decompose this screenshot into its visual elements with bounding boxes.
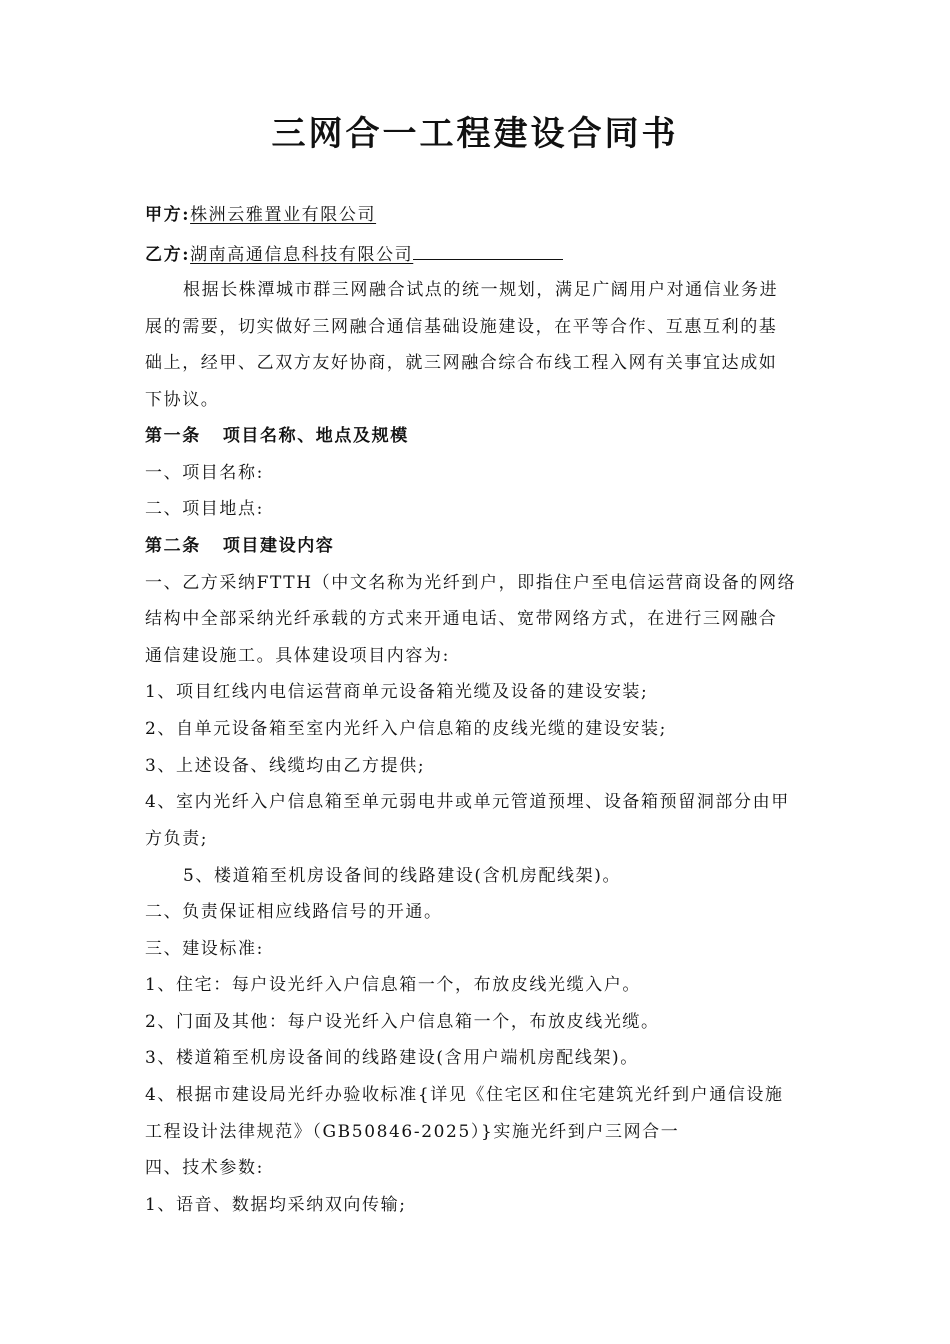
article-2-line: 2、自单元设备箱至室内光纤入户信息箱的皮线光缆的建设安装; bbox=[145, 719, 667, 739]
article-2-line: 4、根据市建设局光纤办验收标准{详见《住宅区和住宅建筑光纤到户通信设施 bbox=[145, 1085, 784, 1105]
party-b-fill-line bbox=[413, 241, 563, 260]
article-2-line: 工程设计法律规范》（GB50846-2025）}实施光纤到户三网合一 bbox=[145, 1122, 680, 1142]
article-2-line: 2、门面及其他：每户设光纤入户信息箱一个，布放皮线光缆。 bbox=[145, 1012, 660, 1032]
article-2-number: 第二条 bbox=[145, 536, 201, 556]
article-2-line: 二、负责保证相应线路信号的开通。 bbox=[145, 902, 443, 922]
document-title: 三网合一工程建设合同书 bbox=[271, 114, 679, 154]
article-2-line: 结构中全部采纳光纤承载的方式来开通电话、宽带网络方式，在进行三网融合 bbox=[145, 609, 778, 629]
party-a-line bbox=[145, 203, 376, 227]
intro-line: 础上，经甲、乙双方友好协商，就三网融合综合布线工程入网有关事宜达成如 bbox=[145, 353, 778, 373]
article-2-line: 5、楼道箱至机房设备间的线路建设(含机房配线架)。 bbox=[183, 866, 622, 886]
intro-line: 根据长株潭城市群三网融合试点的统一规划，满足广阔用户对通信业务进 bbox=[183, 280, 779, 300]
article-2-line: 1、住宅：每户设光纤入户信息箱一个，布放皮线光缆入户。 bbox=[145, 975, 642, 995]
article-2-line: 通信建设施工。具体建设项目内容为: bbox=[145, 646, 450, 666]
party-b-name: 湖南高通信息科技有限公司 bbox=[190, 245, 414, 265]
article-1-number: 第一条 bbox=[145, 426, 201, 446]
article-2-line: 3、上述设备、线缆均由乙方提供; bbox=[145, 756, 426, 776]
party-a-label: 甲方: bbox=[145, 205, 191, 225]
intro-line: 下协议。 bbox=[145, 390, 220, 410]
article-2-line: 四、技术参数: bbox=[145, 1158, 264, 1178]
article-1-title: 项目名称、地点及规模 bbox=[222, 426, 409, 446]
article-1-heading bbox=[145, 424, 409, 448]
article-2-line: 3、楼道箱至机房设备间的线路建设(含用户端机房配线架)。 bbox=[145, 1048, 639, 1068]
article-2-line: 方负责; bbox=[145, 829, 209, 849]
article-1-item: 一、项目名称: bbox=[145, 463, 264, 483]
article-2-line: 1、项目红线内电信运营商单元设备箱光缆及设备的建设安装; bbox=[145, 682, 649, 702]
article-2-line: 4、室内光纤入户信息箱至单元弱电井或单元管道预埋、设备箱预留洞部分由甲 bbox=[145, 792, 790, 812]
party-b-line bbox=[145, 241, 563, 267]
article-2-line: 一、乙方采纳FTTH（中文名称为光纤到户，即指住户至电信运营商设备的网络 bbox=[145, 573, 797, 593]
article-2-heading bbox=[145, 534, 334, 558]
article-2-line: 三、建设标准: bbox=[145, 939, 264, 959]
article-2-title: 项目建设内容 bbox=[222, 536, 335, 556]
article-1-item: 二、项目地点: bbox=[145, 499, 264, 519]
party-b-label: 乙方: bbox=[145, 245, 191, 265]
intro-line: 展的需要，切实做好三网融合通信基础设施建设，在平等合作、互惠互利的基 bbox=[145, 317, 778, 337]
party-a-name: 株洲云雅置业有限公司 bbox=[190, 205, 377, 225]
article-2-line: 1、语音、数据均采纳双向传输; bbox=[145, 1195, 407, 1215]
